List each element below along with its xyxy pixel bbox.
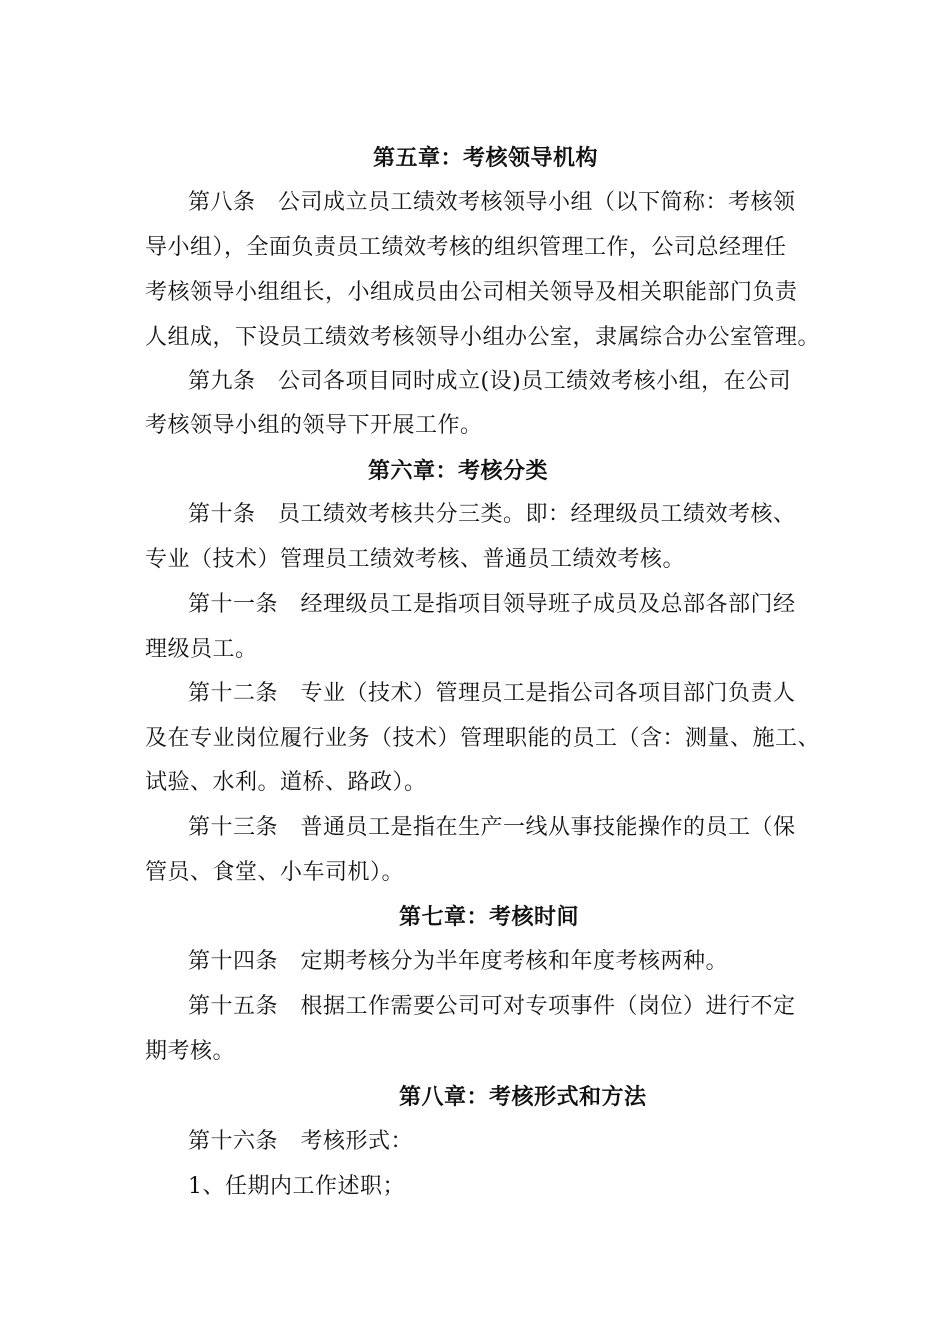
article-9-line-1: 第九条 公司各项目同时成立(设)员工绩效考核小组，在公司	[188, 369, 792, 394]
chapter-8-heading: 第八章：考核形式和方法	[399, 1084, 647, 1110]
article-15-line-1: 第十五条 根据工作需要公司可对专项事件（岗位）进行不定	[188, 994, 796, 1019]
article-11-line-1: 第十一条 经理级员工是指项目领导班子成员及总部各部门经	[188, 592, 796, 617]
article-13-line-2: 管员、食堂、小车司机）。	[145, 860, 405, 885]
article-14-line-1: 第十四条 定期考核分为半年度考核和年度考核两种。	[188, 949, 729, 974]
article-15-line-2: 期考核。	[145, 1039, 236, 1064]
article-8-line-3: 考核领导小组组长，小组成员由公司相关领导及相关职能部门负责	[145, 280, 798, 305]
article-16-item-1: 1、任期内工作述职；	[188, 1174, 405, 1199]
article-8-line-2: 导小组），全面负责员工绩效考核的组织管理工作，公司总经理任	[145, 235, 787, 260]
chapter-7-heading: 第七章：考核时间	[399, 904, 580, 930]
article-10-line-2: 专业（技术）管理员工绩效考核、普通员工绩效考核。	[145, 547, 686, 572]
article-10-line-1: 第十条 员工绩效考核共分三类。即：经理级员工绩效考核、	[188, 502, 796, 527]
chapter-5-heading: 第五章：考核领导机构	[373, 145, 599, 171]
article-16-line-1: 第十六条 考核形式：	[188, 1129, 414, 1154]
article-11-line-2: 理级员工。	[145, 637, 258, 662]
article-13-line-1: 第十三条 普通员工是指在生产一线从事技能操作的员工（保	[188, 815, 796, 840]
article-12-line-3: 试验、水利。道桥、路政）。	[145, 770, 427, 795]
article-12-line-1: 第十二条 专业（技术）管理员工是指公司各项目部门负责人	[188, 681, 796, 706]
article-9-line-2: 考核领导小组的领导下开展工作。	[145, 413, 483, 438]
article-8-line-4: 人组成，下设员工绩效考核领导小组办公室，隶属综合办公室管理。	[145, 325, 821, 350]
chapter-6-heading: 第六章：考核分类	[368, 458, 549, 484]
article-12-line-2: 及在专业岗位履行业务（技术）管理职能的员工（含：测量、施工、	[145, 726, 821, 751]
article-8-line-1: 第八条 公司成立员工绩效考核领导小组（以下简称：考核领	[188, 190, 796, 215]
